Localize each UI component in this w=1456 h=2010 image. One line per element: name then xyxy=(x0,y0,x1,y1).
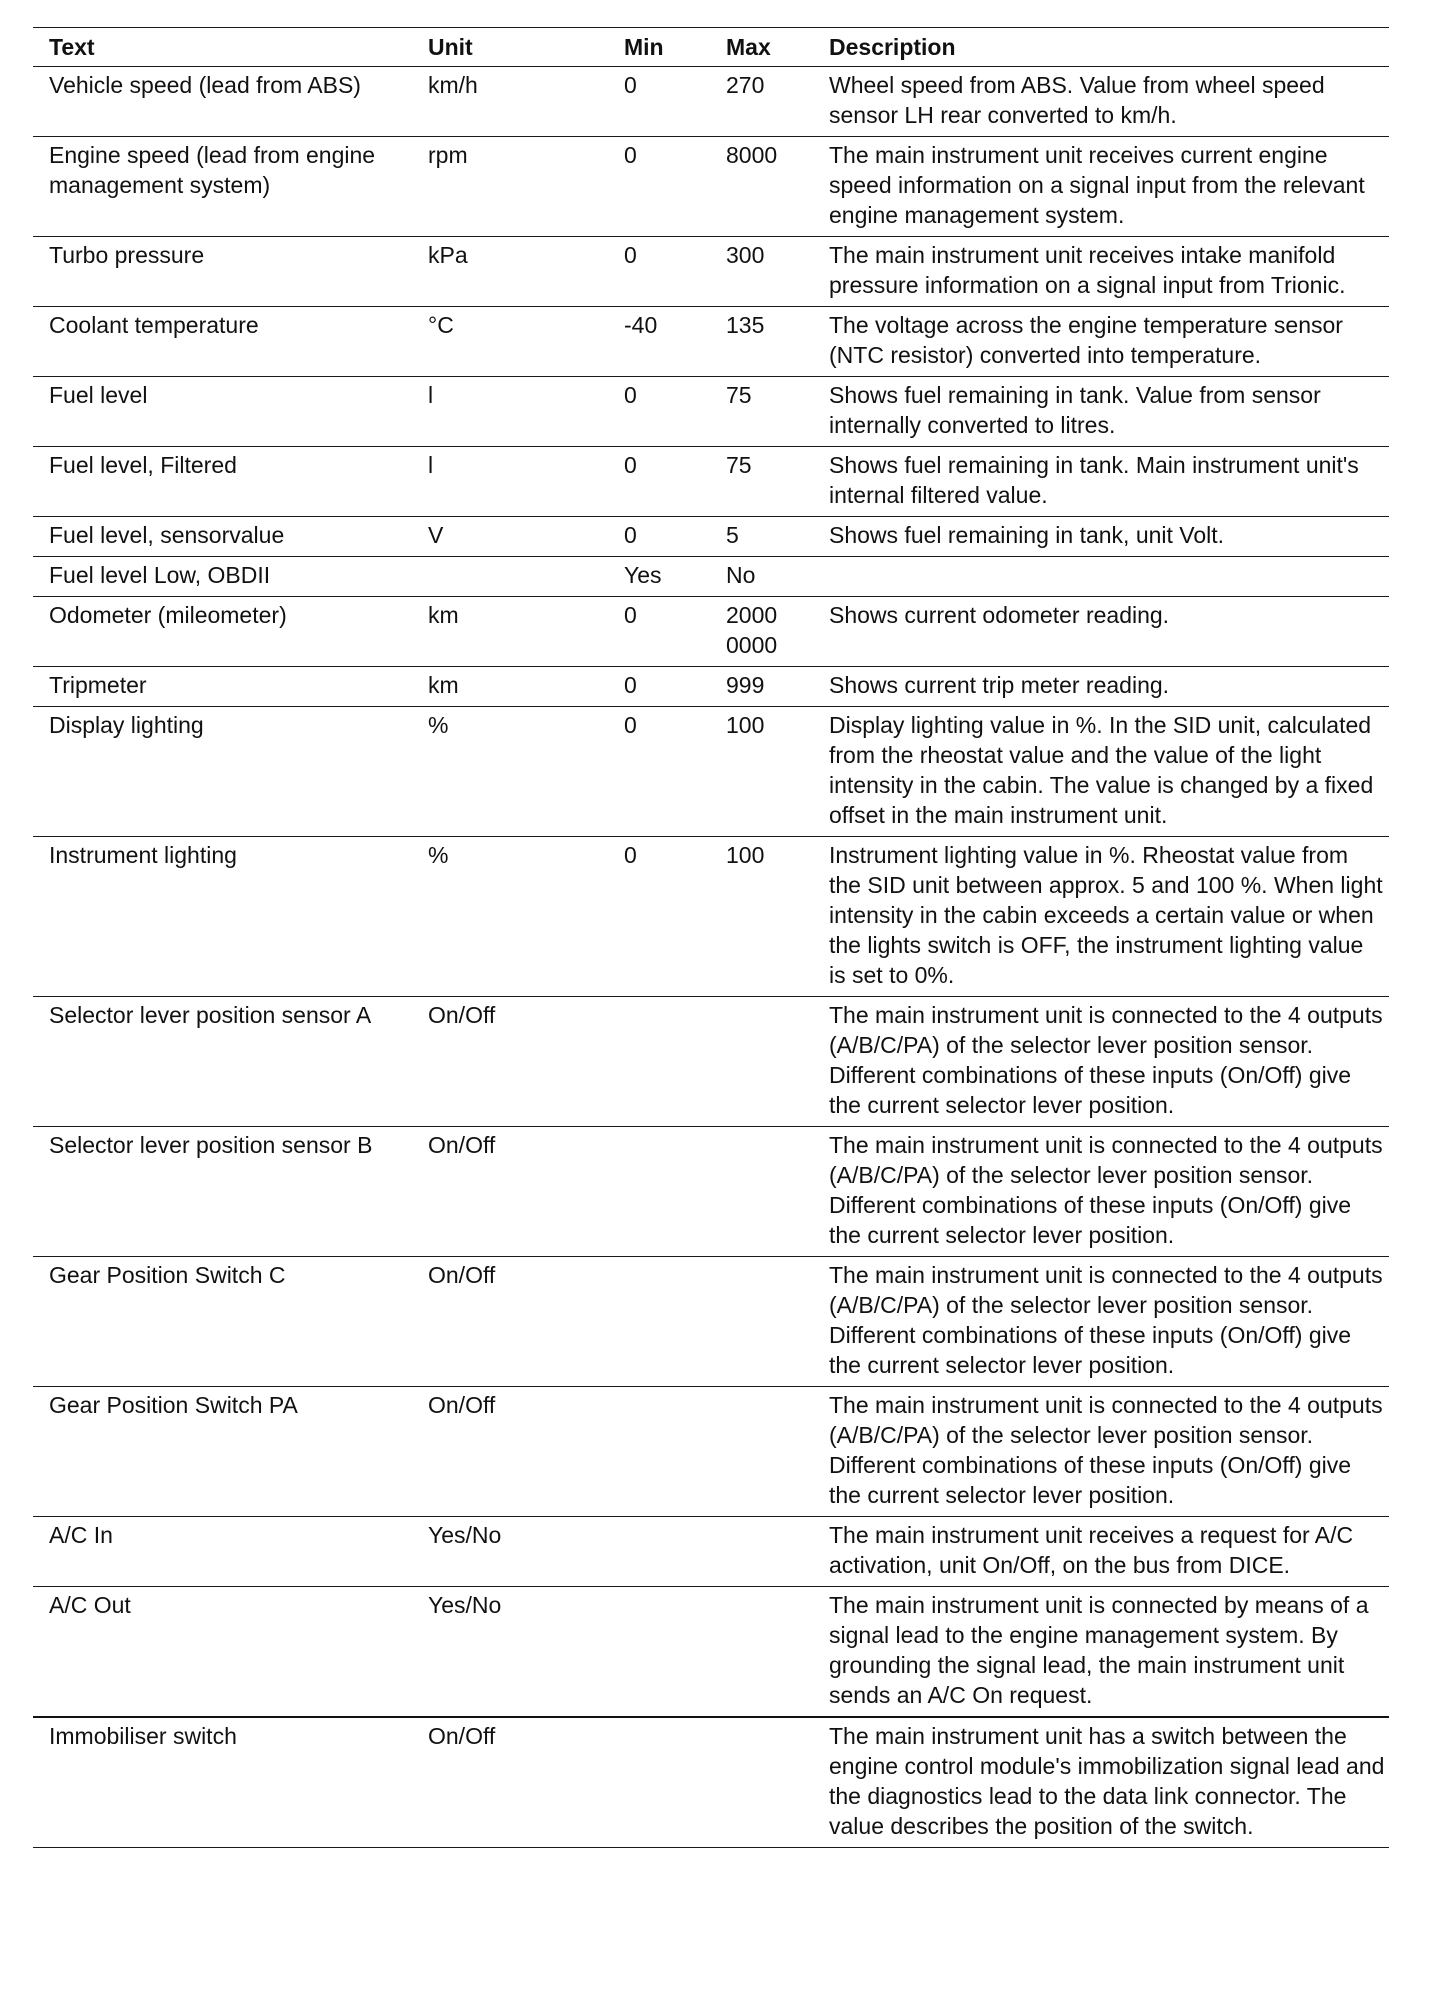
table-row xyxy=(33,1387,1389,1517)
table-row xyxy=(33,517,1389,557)
cell-text: Tripmeter xyxy=(33,667,412,707)
cell-text: Turbo pressure xyxy=(33,237,412,307)
cell-description: Wheel speed from ABS. Value from wheel speed sensor LH rear converted to km/h. xyxy=(813,67,1389,137)
cell-description: The voltage across the engine temperature sensor (NTC resistor) converted into temperature. xyxy=(813,307,1389,377)
cell-unit: l xyxy=(412,377,608,447)
header-min: Min xyxy=(608,28,710,67)
cell-unit: km xyxy=(412,667,608,707)
table-row xyxy=(33,1587,1389,1718)
cell-max: 999 xyxy=(710,667,813,707)
table-row xyxy=(33,837,1389,997)
cell-max: 300 xyxy=(710,237,813,307)
cell-unit: Yes/No xyxy=(412,1517,608,1587)
cell-min: 0 xyxy=(608,137,710,237)
cell-description: Shows fuel remaining in tank, unit Volt. xyxy=(813,517,1389,557)
table-body xyxy=(33,67,1389,1848)
table-row xyxy=(33,1127,1389,1257)
cell-text: Vehicle speed (lead from ABS) xyxy=(33,67,412,137)
cell-description: Shows fuel remaining in tank. Main instrument unit's internal filtered value. xyxy=(813,447,1389,517)
cell-description: The main instrument unit is connected to the 4 outputs (A/B/C/PA) of the selector lever position sensor. Different combinations of these inputs (On/Off) give the current selector lever position. xyxy=(813,1387,1389,1517)
header-text: Text xyxy=(33,28,412,67)
cell-text: Fuel level, Filtered xyxy=(33,447,412,517)
cell-text: A/C In xyxy=(33,1517,412,1587)
cell-text: Fuel level xyxy=(33,377,412,447)
cell-max: 135 xyxy=(710,307,813,377)
cell-max: 270 xyxy=(710,67,813,137)
cell-text: Engine speed (lead from engine management system) xyxy=(33,137,412,237)
cell-unit: On/Off xyxy=(412,1387,608,1517)
cell-min: 0 xyxy=(608,837,710,997)
cell-min xyxy=(608,1127,710,1257)
cell-unit: °C xyxy=(412,307,608,377)
cell-min xyxy=(608,1387,710,1517)
cell-unit: km xyxy=(412,597,608,667)
cell-min: -40 xyxy=(608,307,710,377)
cell-unit: rpm xyxy=(412,137,608,237)
cell-max: 5 xyxy=(710,517,813,557)
cell-text: Fuel level Low, OBDII xyxy=(33,557,412,597)
cell-max: 100 xyxy=(710,837,813,997)
header-row xyxy=(33,28,1389,67)
cell-min xyxy=(608,1717,710,1848)
cell-unit: % xyxy=(412,707,608,837)
table-row xyxy=(33,137,1389,237)
cell-description: The main instrument unit receives current engine speed information on a signal input from the relevant engine management system. xyxy=(813,137,1389,237)
cell-description: Shows current trip meter reading. xyxy=(813,667,1389,707)
table-row xyxy=(33,1717,1389,1848)
table-row xyxy=(33,597,1389,667)
cell-min: 0 xyxy=(608,377,710,447)
cell-description: The main instrument unit is connected to the 4 outputs (A/B/C/PA) of the selector lever position sensor. Different combinations of these inputs (On/Off) give the current selector lever position. xyxy=(813,997,1389,1127)
table-row xyxy=(33,557,1389,597)
table-row xyxy=(33,237,1389,307)
cell-text: Coolant temperature xyxy=(33,307,412,377)
cell-description: The main instrument unit is connected to the 4 outputs (A/B/C/PA) of the selector lever position sensor. Different combinations of these inputs (On/Off) give the current selector lever position. xyxy=(813,1127,1389,1257)
cell-min: 0 xyxy=(608,447,710,517)
cell-description: The main instrument unit is connected by means of a signal lead to the engine management system. By grounding the signal lead, the main instrument unit sends an A/C On request. xyxy=(813,1587,1389,1718)
cell-max xyxy=(710,1127,813,1257)
document-page xyxy=(33,27,1389,1848)
cell-min xyxy=(608,1517,710,1587)
cell-text: Selector lever position sensor B xyxy=(33,1127,412,1257)
table-row xyxy=(33,377,1389,447)
table-row xyxy=(33,707,1389,837)
cell-text: Odometer (mileometer) xyxy=(33,597,412,667)
cell-min: 0 xyxy=(608,707,710,837)
cell-max: 100 xyxy=(710,707,813,837)
cell-unit: V xyxy=(412,517,608,557)
cell-unit: On/Off xyxy=(412,1127,608,1257)
cell-text: Fuel level, sensorvalue xyxy=(33,517,412,557)
cell-max: 2000 0000 xyxy=(710,597,813,667)
header-description: Description xyxy=(813,28,1389,67)
cell-text: Selector lever position sensor A xyxy=(33,997,412,1127)
cell-min xyxy=(608,1587,710,1718)
cell-description: The main instrument unit receives intake manifold pressure information on a signal input from Trionic. xyxy=(813,237,1389,307)
cell-max xyxy=(710,1257,813,1387)
cell-description: Instrument lighting value in %. Rheostat value from the SID unit between approx. 5 and 100 %. When light intensity in the cabin exceeds a certain value or when the lights switch is OFF, the instrument lighting value is set to 0%. xyxy=(813,837,1389,997)
cell-text: Immobiliser switch xyxy=(33,1717,412,1848)
table-row xyxy=(33,997,1389,1127)
cell-max: 75 xyxy=(710,447,813,517)
cell-unit: kPa xyxy=(412,237,608,307)
cell-text: Gear Position Switch C xyxy=(33,1257,412,1387)
cell-min: 0 xyxy=(608,597,710,667)
table-row xyxy=(33,67,1389,137)
header-max: Max xyxy=(710,28,813,67)
cell-unit: % xyxy=(412,837,608,997)
cell-unit: Yes/No xyxy=(412,1587,608,1718)
parameter-table xyxy=(33,27,1389,1848)
cell-min: 0 xyxy=(608,517,710,557)
cell-text: A/C Out xyxy=(33,1587,412,1718)
cell-max: 8000 xyxy=(710,137,813,237)
cell-text: Display lighting xyxy=(33,707,412,837)
cell-max: 75 xyxy=(710,377,813,447)
cell-unit: l xyxy=(412,447,608,517)
table-header xyxy=(33,28,1389,67)
cell-max: No xyxy=(710,557,813,597)
cell-max xyxy=(710,1717,813,1848)
cell-description: The main instrument unit receives a request for A/C activation, unit On/Off, on the bus from DICE. xyxy=(813,1517,1389,1587)
cell-max xyxy=(710,1387,813,1517)
cell-min: 0 xyxy=(608,667,710,707)
cell-description: Shows fuel remaining in tank. Value from sensor internally converted to litres. xyxy=(813,377,1389,447)
cell-text: Instrument lighting xyxy=(33,837,412,997)
cell-max xyxy=(710,1517,813,1587)
cell-max xyxy=(710,1587,813,1718)
cell-max xyxy=(710,997,813,1127)
table-row xyxy=(33,447,1389,517)
cell-min xyxy=(608,1257,710,1387)
cell-description: Shows current odometer reading. xyxy=(813,597,1389,667)
header-unit: Unit xyxy=(412,28,608,67)
cell-text: Gear Position Switch PA xyxy=(33,1387,412,1517)
table-row xyxy=(33,667,1389,707)
cell-description xyxy=(813,557,1389,597)
cell-unit: On/Off xyxy=(412,997,608,1127)
cell-unit xyxy=(412,557,608,597)
cell-min: Yes xyxy=(608,557,710,597)
table-row xyxy=(33,307,1389,377)
cell-min: 0 xyxy=(608,67,710,137)
cell-min xyxy=(608,997,710,1127)
cell-unit: On/Off xyxy=(412,1717,608,1848)
cell-unit: On/Off xyxy=(412,1257,608,1387)
table-row xyxy=(33,1257,1389,1387)
cell-unit: km/h xyxy=(412,67,608,137)
cell-description: The main instrument unit is connected to the 4 outputs (A/B/C/PA) of the selector lever position sensor. Different combinations of these inputs (On/Off) give the current selector lever position. xyxy=(813,1257,1389,1387)
cell-description: The main instrument unit has a switch between the engine control module's immobilization signal lead and the diagnostics lead to the data link connector. The value describes the position of the switch. xyxy=(813,1717,1389,1848)
cell-min: 0 xyxy=(608,237,710,307)
table-row xyxy=(33,1517,1389,1587)
cell-description: Display lighting value in %. In the SID unit, calculated from the rheostat value and the value of the light intensity in the cabin. The value is changed by a fixed offset in the main instrument unit. xyxy=(813,707,1389,837)
